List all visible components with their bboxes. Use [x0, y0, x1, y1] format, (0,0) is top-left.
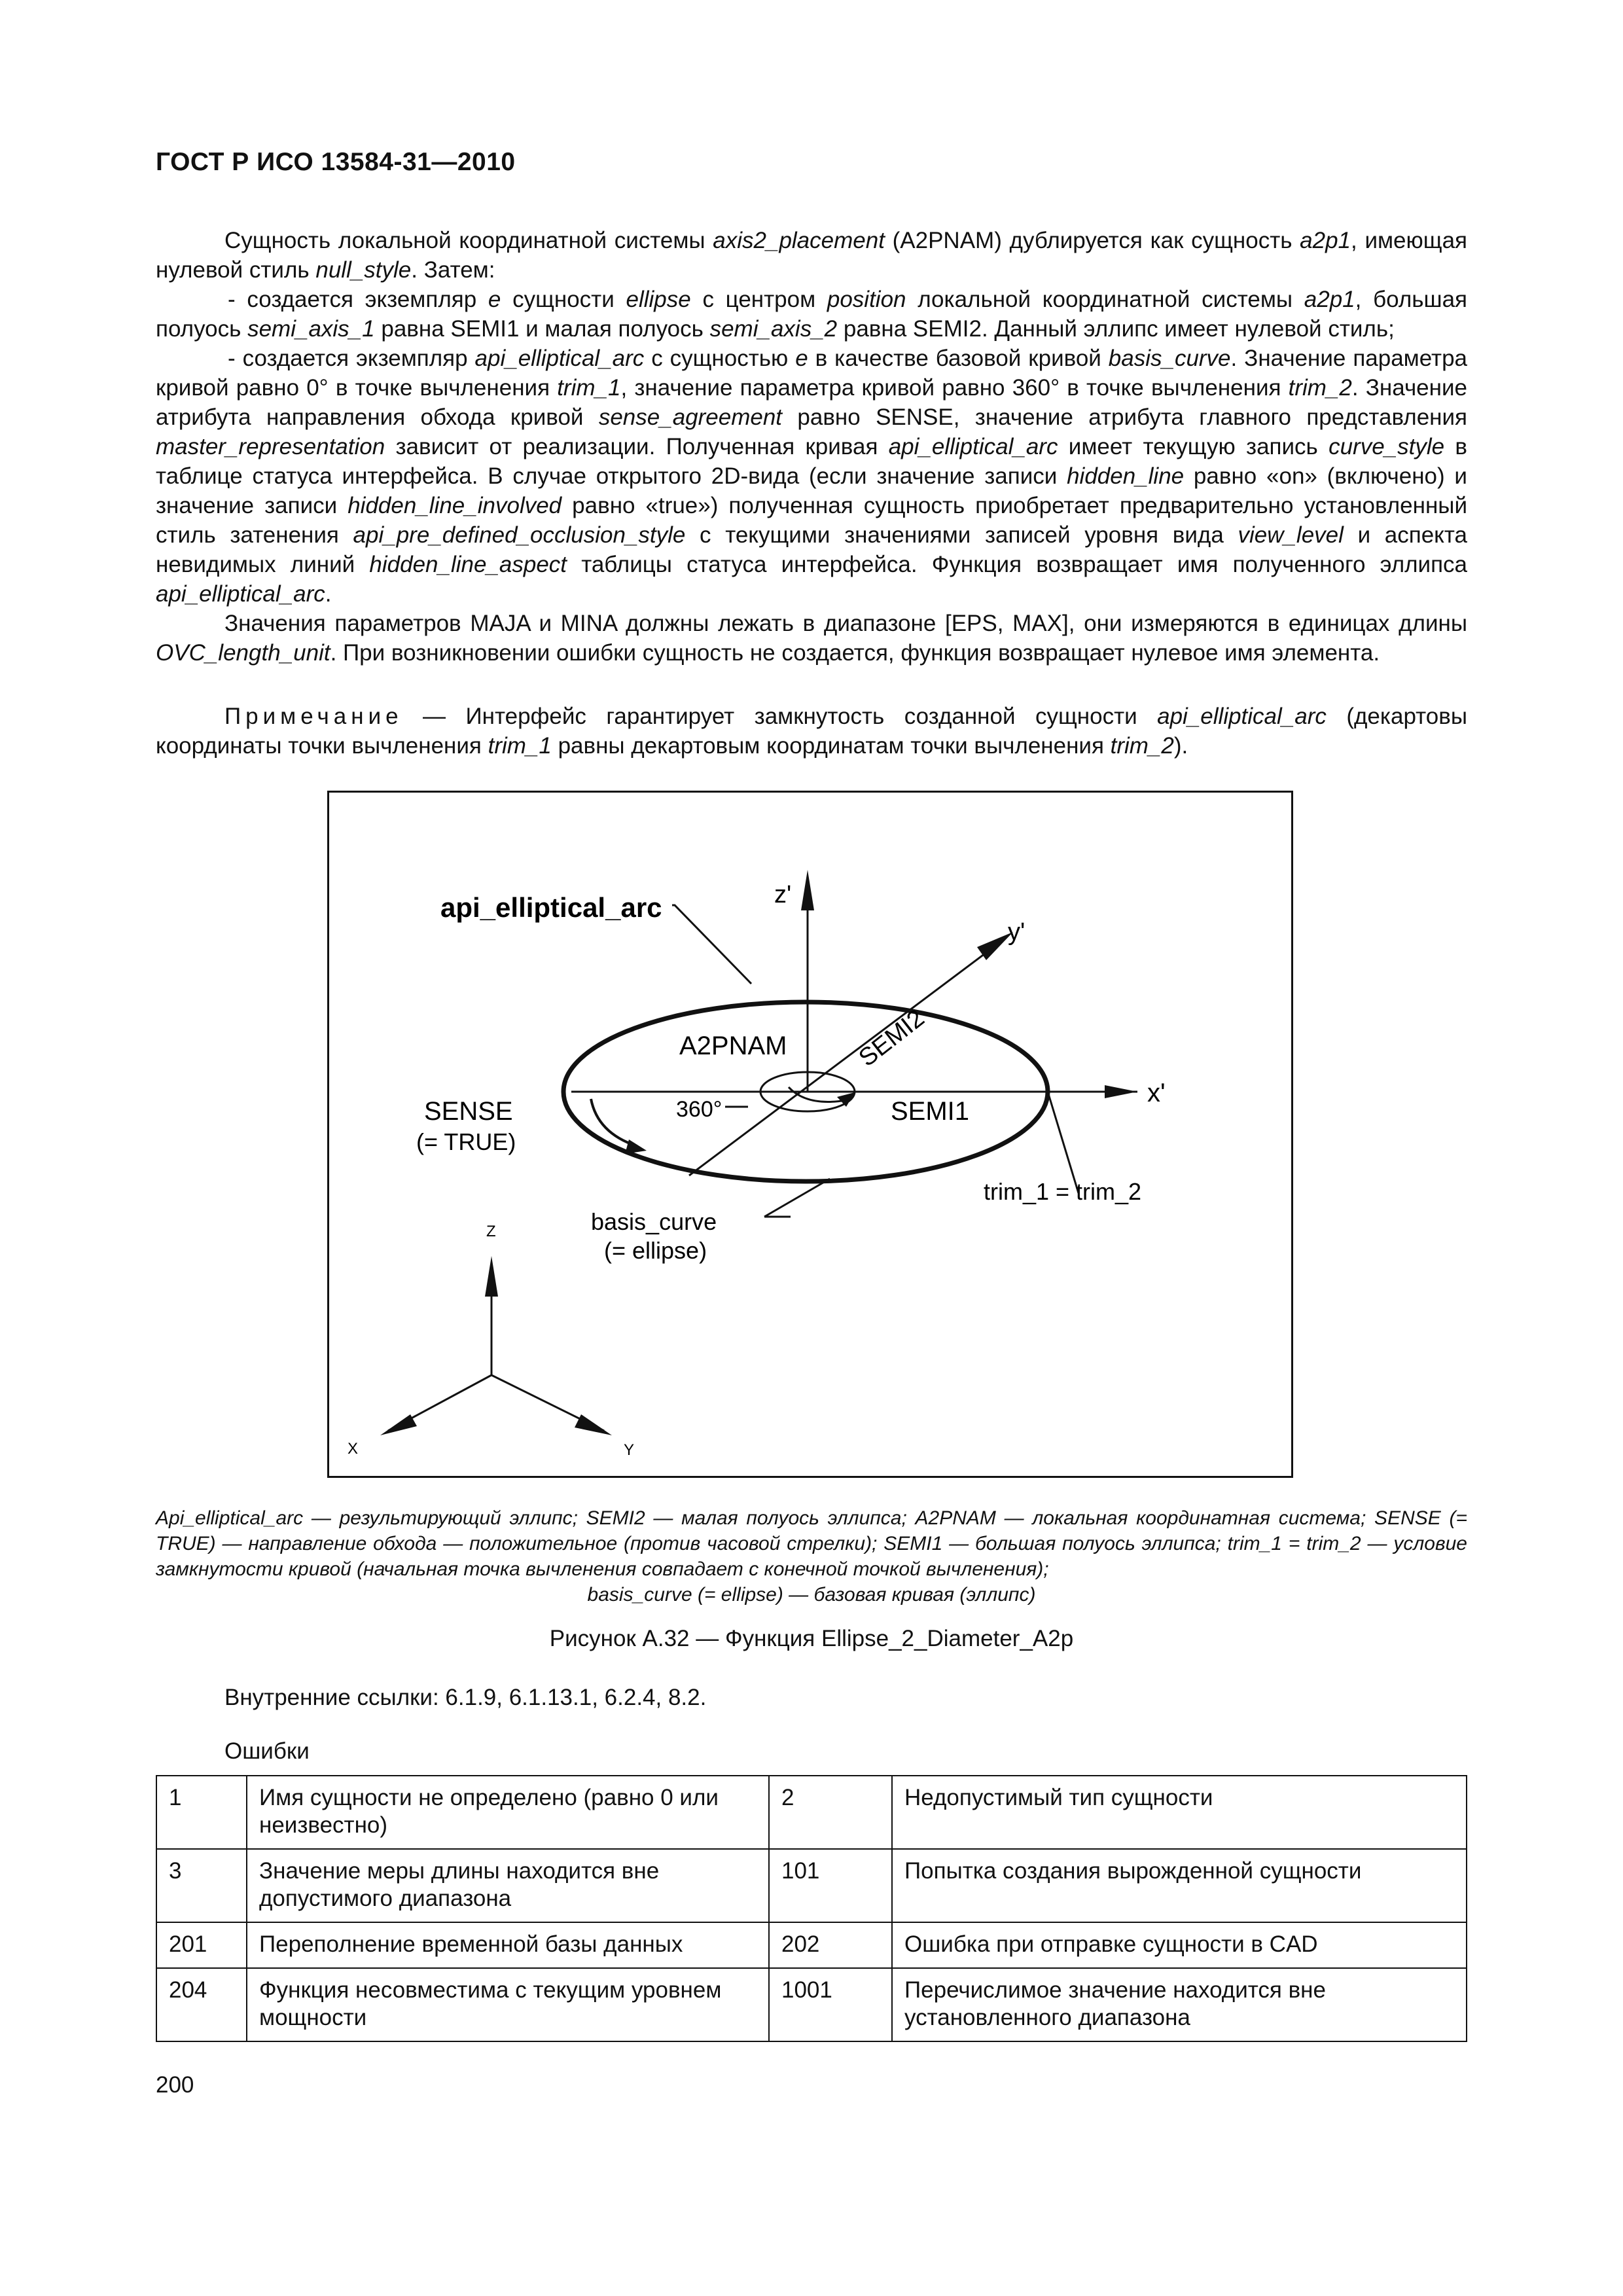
error-message: Функция несовместима с текущим уровнем мощности: [247, 1968, 769, 2041]
note-label: Примечание: [224, 704, 403, 729]
table-row: [156, 1776, 1467, 1849]
global-y-arrowhead: [575, 1414, 612, 1435]
error-code: 1: [156, 1776, 247, 1849]
error-message: Имя сущности не определено (равно 0 или неизвестно): [247, 1776, 769, 1849]
errors-table: [156, 1775, 1467, 2042]
label-360: 360°: [676, 1097, 722, 1122]
error-message: Попытка создания вырожденной сущности: [892, 1849, 1467, 1922]
label-global-z: Z: [486, 1223, 496, 1240]
label-x-prime: x': [1147, 1079, 1166, 1107]
label-global-y: Y: [624, 1441, 635, 1459]
label-semi1: SEMI1: [891, 1097, 970, 1126]
error-code: 2: [769, 1776, 892, 1849]
errors-heading: Ошибки: [224, 1738, 310, 1764]
label-sense-value: (= TRUE): [416, 1128, 516, 1155]
figure-legend: [156, 1505, 1467, 1607]
paragraph-ellipse: - создается экземпляр e сущности ellipse с центром position локальной координатной системы a2p1, большая полуось semi_axis_1 равна SEMI1 и малая полуось semi_axis_2 равна SEMI2. Данный эллипс имеет нулевой стиль;: [156, 287, 1467, 342]
internal-references: Внутренние ссылки: 6.1.9, 6.1.13.1, 6.2.4, 8.2.: [224, 1685, 707, 1710]
angle-arc: [789, 1087, 846, 1102]
error-message: Переполнение временной базы данных: [247, 1922, 769, 1968]
legend-last-line: basis_curve (= ellipse) — базовая кривая (эллипс): [587, 1584, 1036, 1605]
figure-title: Рисунок А.32 — Функция Ellipse_2_Diameter_A2p: [549, 1626, 1074, 1651]
label-sense: SENSE: [424, 1097, 513, 1126]
error-code: 201: [156, 1922, 247, 1968]
error-code: 101: [769, 1849, 892, 1922]
label-api-elliptical-arc: api_elliptical_arc: [440, 892, 662, 923]
error-code: 204: [156, 1968, 247, 2041]
legend-text: Api_elliptical_arc — результирующий эллипс; SEMI2 — малая полуось эллипса; A2PNAM — локальная координатная система; SENSE (= TRUE) — направление обхода — положительное (против часовой стрелки); SEMI1 — большая полуось эллипса; trim_1 = trim_2 — условие замкнутости кривой (начальная точка вычленения совпадает с конечной точкой вычленения);: [156, 1507, 1467, 1580]
paragraph-intro: Сущность локальной координатной системы axis2_placement (A2PNAM) дублируется как сущность a2p1, имеющая нулевой стиль null_style. Затем:: [156, 228, 1467, 283]
arc-leader: [672, 905, 751, 984]
basis-leader-2: [764, 1179, 830, 1217]
global-x-arrowhead: [380, 1414, 417, 1435]
label-basis-value: (= ellipse): [604, 1237, 707, 1264]
table-row: [156, 1968, 1467, 2041]
label-trim: trim_1 = trim_2: [984, 1178, 1142, 1205]
global-z-arrowhead: [485, 1256, 498, 1297]
error-message: Значение меры длины находится вне допустимого диапазона: [247, 1849, 769, 1922]
x-prime-arrowhead: [1105, 1085, 1137, 1098]
error-code: 1001: [769, 1968, 892, 2041]
label-basis-curve: basis_curve: [591, 1208, 717, 1235]
paragraph-arc: - создается экземпляр api_elliptical_arc с сущностью e в качестве базовой кривой basis_curve. Значение параметра кривой равно 0° в точке вычленения trim_1, значение параметра кривой равно 360° в точке вычленения trim_2. Значение атрибута направления обхода кривой sense_agreement равно SENSE, значение атрибута главного представления master_representation зависит от реализации. Полученная кривая api_elliptical_arc имеет текущую запись curve_style в таблице статуса интерфейса. В случае открытого 2D-вида (если значение записи hidden_line равно «on» (включено) и значение записи hidden_line_involved равно «true») полученная сущность приобретает предварительно установленный стиль затенения api_pre_defined_occlusion_style с текущими значениями записей уровня вида view_level и аспекта невидимых линий hidden_line_aspect таблицы статуса интерфейса. Функция возвращает имя полученного эллипса api_elliptical_arc.: [156, 346, 1468, 607]
figure: [327, 791, 1293, 1478]
error-code: 3: [156, 1849, 247, 1922]
label-a2pnam: A2PNAM: [679, 1031, 787, 1060]
label-semi2: SEMI2: [853, 1004, 930, 1073]
label-z-prime: z': [774, 881, 792, 908]
figure-diagram: [329, 793, 1295, 1480]
paragraph-params: Значения параметров MAJA и MINA должны лежать в диапазоне [EPS, MAX], они измеряются в единицах длины OVC_length_unit. При возникновении ошибки сущность не создается, функция возвращает нулевое имя элемента.: [156, 611, 1467, 666]
error-message: Ошибка при отправке сущности в CAD: [892, 1922, 1467, 1968]
error-message: Недопустимый тип сущности: [892, 1776, 1467, 1849]
label-y-prime: y': [1008, 918, 1026, 946]
error-message: Перечислимое значение находится вне установленного диапазона: [892, 1968, 1467, 2041]
body-text: [156, 226, 1467, 668]
table-row: [156, 1849, 1467, 1922]
z-prime-arrowhead: [801, 870, 814, 910]
note-paragraph: Примечание — Интерфейс гарантирует замкнутость созданной сущности api_elliptical_arc (декартовы координаты точки вычленения trim_1 равны декартовым координатам точки вычленения trim_2).: [156, 704, 1467, 759]
label-global-x: X: [348, 1440, 359, 1458]
error-code: 202: [769, 1922, 892, 1968]
page-number: 200: [156, 2072, 194, 2098]
page-header: ГОСТ Р ИСО 13584-31—2010: [156, 148, 516, 176]
note: [156, 702, 1467, 761]
table-row: [156, 1922, 1467, 1968]
